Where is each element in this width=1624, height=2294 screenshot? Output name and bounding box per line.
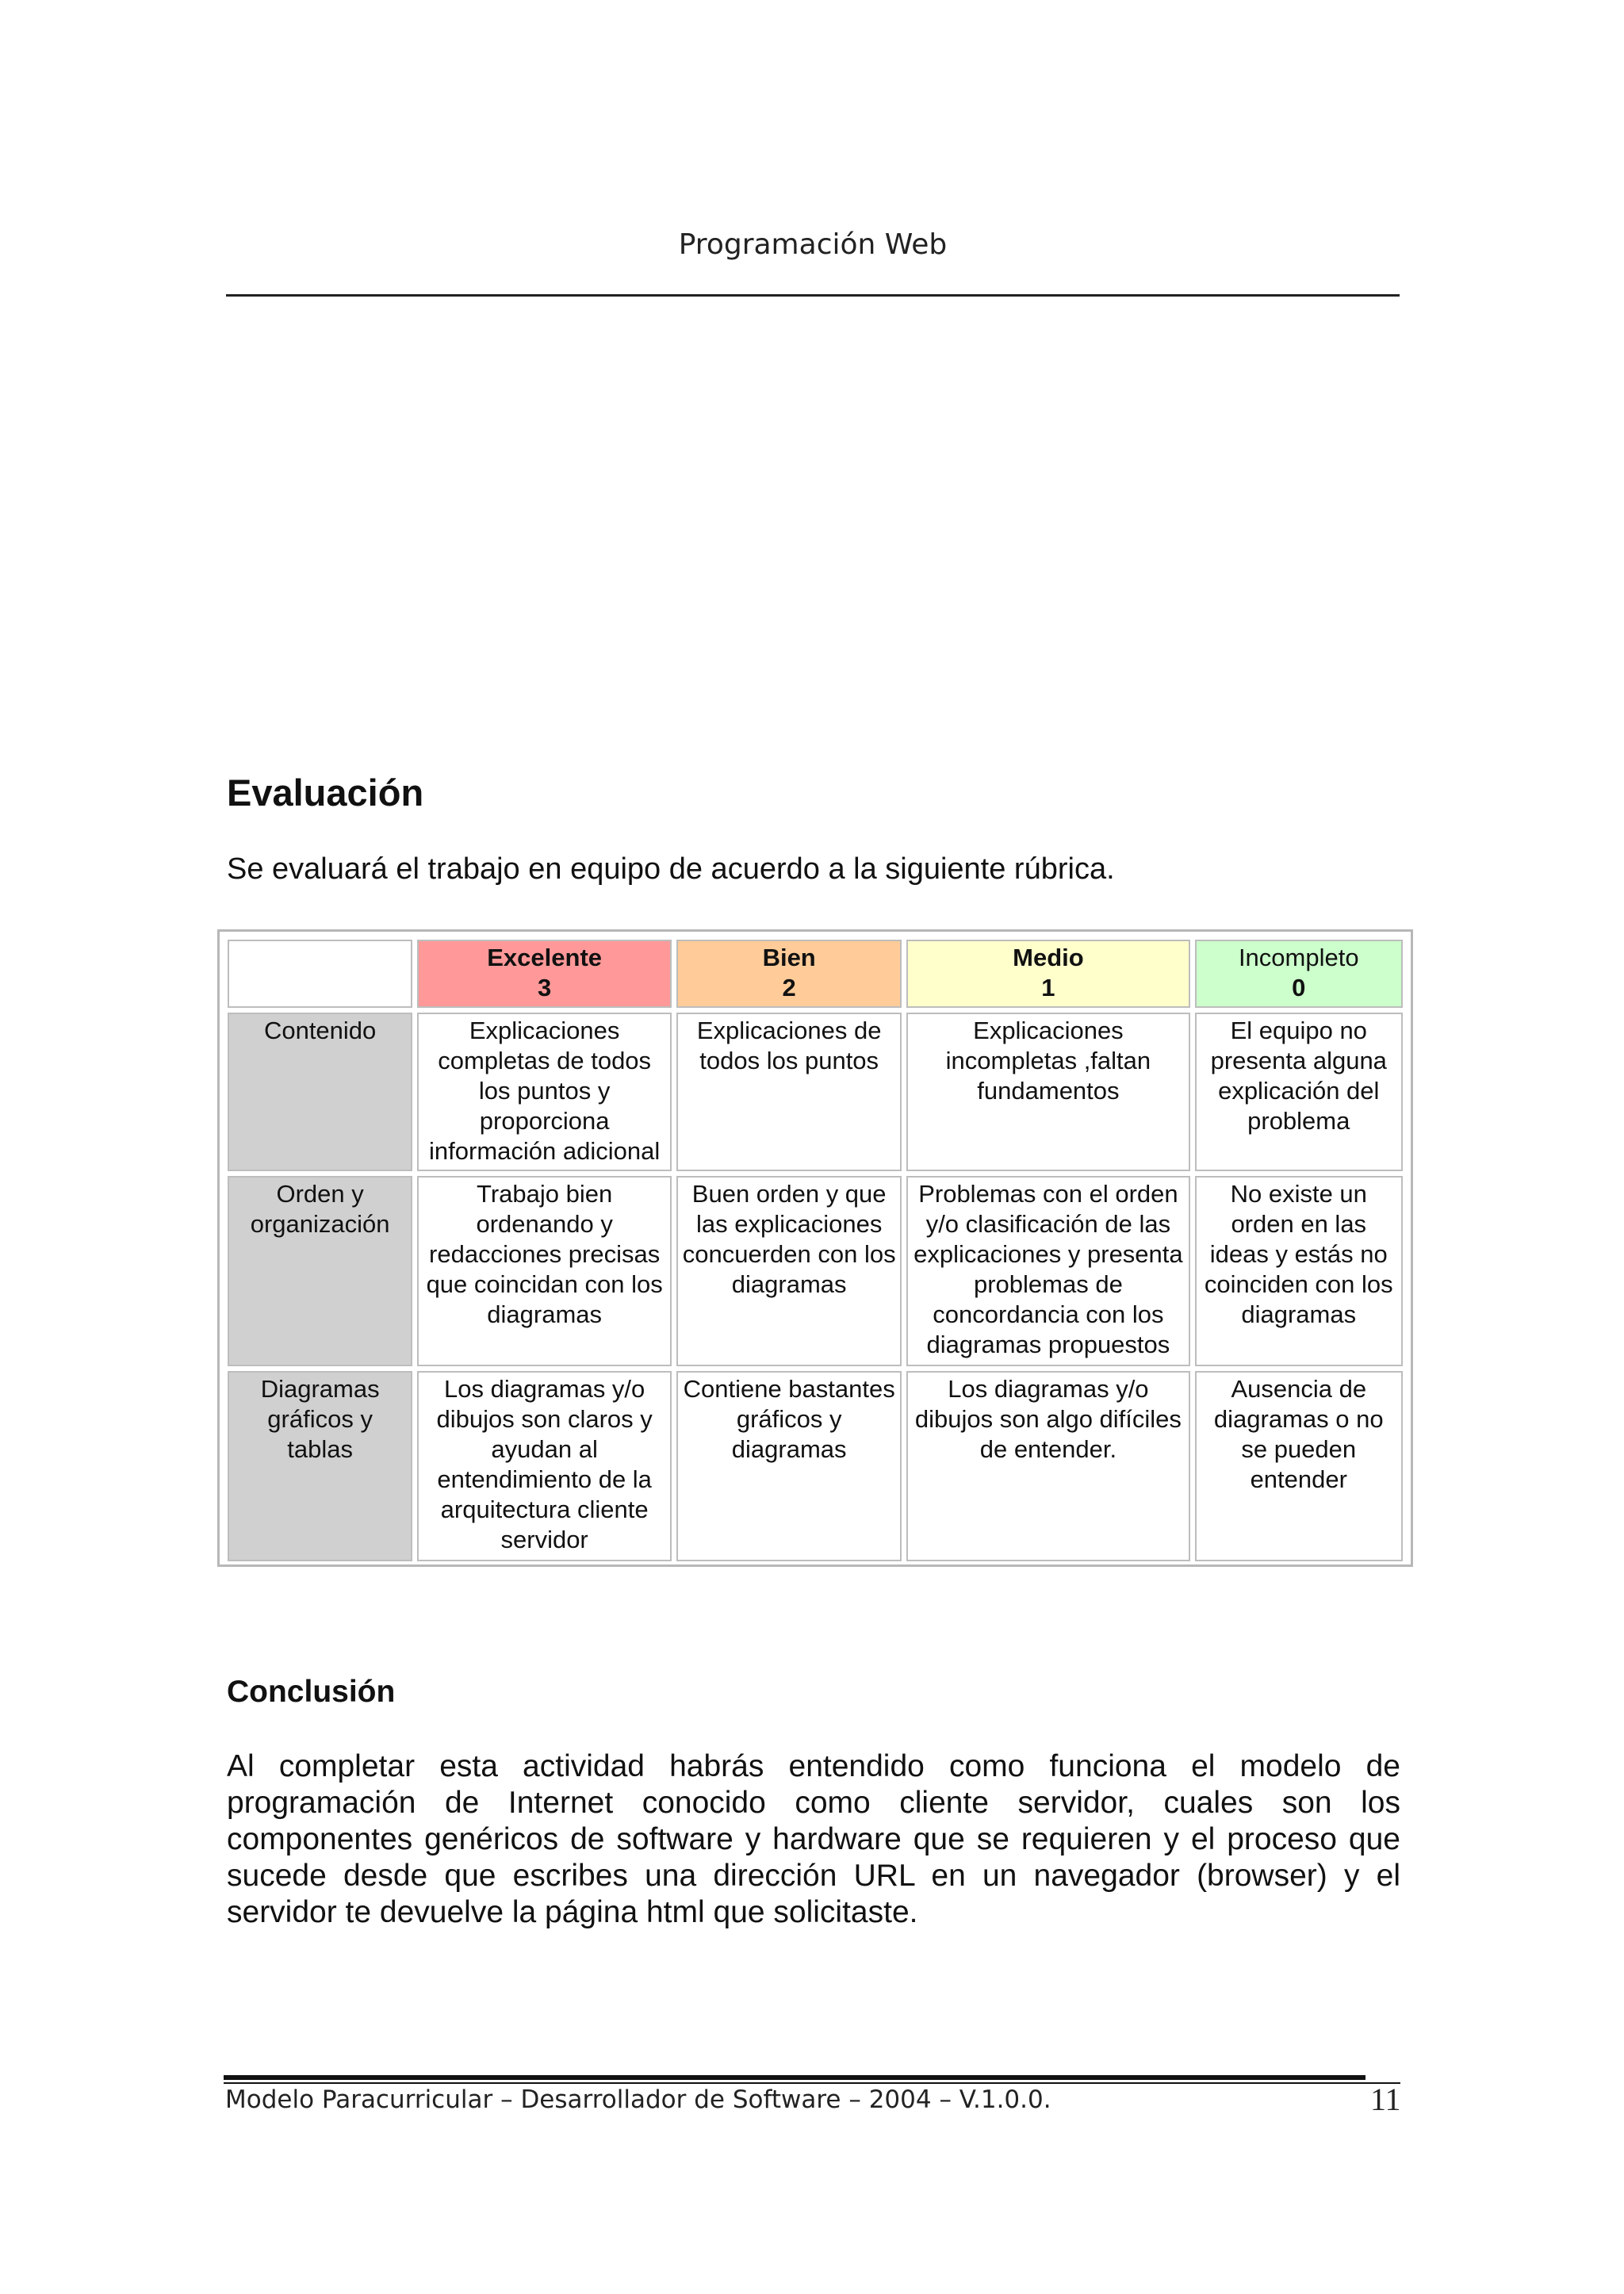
- rubric-row-contenido: [228, 1013, 1403, 1171]
- rubric-cell: Los diagramas y/o dibujos son algo difíciles de entender.: [906, 1371, 1189, 1561]
- page-header-title: Programación Web: [678, 228, 948, 261]
- rubric-row-criterion: Contenido: [228, 1013, 412, 1171]
- rubric-row-criterion: Orden y organización: [228, 1176, 412, 1366]
- rubric-col-label: Medio: [1013, 944, 1084, 971]
- conclusion-heading: Conclusión: [227, 1675, 396, 1709]
- rubric-table: [223, 935, 1408, 1566]
- rubric-row-criterion: Diagramas gráficos y tablas: [228, 1371, 412, 1561]
- rubric-col-score: 0: [1292, 974, 1306, 1001]
- rubric-col-score: 1: [1041, 974, 1055, 1001]
- rubric-col-label: Incompleto: [1238, 944, 1359, 971]
- header-divider: [226, 294, 1400, 297]
- rubric-cell: Contiene bastantes gráficos y diagramas: [676, 1371, 902, 1561]
- rubric-col-incompleto: [1195, 940, 1403, 1008]
- rubric-row-diagramas: [228, 1371, 1403, 1561]
- rubric-cell: Buen orden y que las explicaciones concuerden con los diagramas: [676, 1176, 902, 1366]
- rubric-col-medio: [906, 940, 1189, 1008]
- rubric-col-label: Excelente: [487, 944, 603, 971]
- footer-divider-thick: [224, 2075, 1365, 2080]
- rubric-cell: Trabajo bien ordenando y redacciones precisas que coincidan con los diagramas: [417, 1176, 672, 1366]
- rubric-col-score: 3: [538, 974, 552, 1001]
- rubric-col-label: Bien: [762, 944, 816, 971]
- rubric-corner-cell: [228, 940, 412, 1008]
- page-number: 11: [1370, 2081, 1401, 2117]
- rubric-cell: Ausencia de diagramas o no se pueden entender: [1195, 1371, 1403, 1561]
- rubric-cell: Explicaciones de todos los puntos: [676, 1013, 902, 1171]
- rubric-row-orden: [228, 1176, 1403, 1366]
- conclusion-paragraph: Al completar esta actividad habrás entendido como funciona el modelo de programación de Internet conocido como cliente servidor, cuales son los componentes genéricos de software y hardware que se requieren y el proceso que sucede desde que escribes una dirección URL en un navegador (browser) y el servidor te devuelve la página html que solicitaste.: [227, 1749, 1400, 1929]
- rubric-cell: No existe un orden en las ideas y estás no coinciden con los diagramas: [1195, 1176, 1403, 1366]
- rubric-col-score: 2: [782, 974, 796, 1001]
- rubric-cell: Explicaciones completas de todos los puntos y proporciona información adicional: [417, 1013, 672, 1171]
- rubric-cell: Explicaciones incompletas ,faltan fundamentos: [906, 1013, 1189, 1171]
- rubric-col-bien: [676, 940, 902, 1008]
- rubric-cell: Problemas con el orden y/o clasificación de las explicaciones y presenta problemas de concordancia con los diagramas propuestos: [906, 1176, 1189, 1366]
- evaluation-intro: Se evaluará el trabajo en equipo de acuerdo a la siguiente rúbrica.: [227, 852, 1115, 886]
- evaluation-heading: Evaluación: [227, 772, 424, 814]
- rubric-table-frame: [217, 929, 1413, 1567]
- rubric-col-excelente: [417, 940, 672, 1008]
- footer-text: Modelo Paracurricular – Desarrollador de Software – 2004 – V.1.0.0.: [225, 2085, 1051, 2114]
- rubric-cell: El equipo no presenta alguna explicación del problema: [1195, 1013, 1403, 1171]
- rubric-header-row: [228, 940, 1403, 1008]
- rubric-cell: Los diagramas y/o dibujos son claros y ayudan al entendimiento de la arquitectura cliente servidor: [417, 1371, 672, 1561]
- footer-divider-thin: [224, 2082, 1400, 2084]
